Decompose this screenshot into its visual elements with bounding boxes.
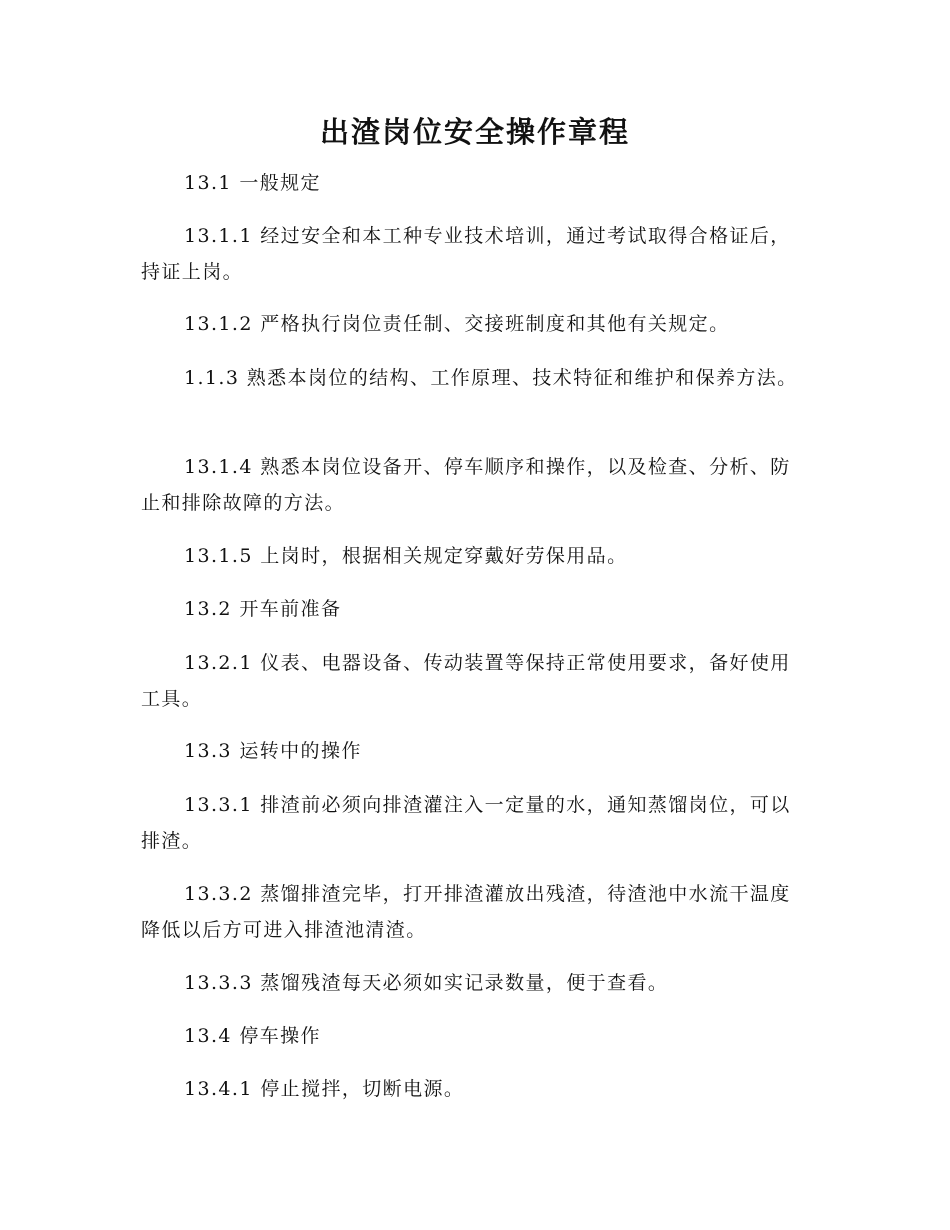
paragraph-13-1-4: 13.1.4 熟悉本岗位设备开、停车顺序和操作，以及检查、分析、防止和排除故障的方法。: [141, 456, 791, 514]
paragraph-13-3-3: 13.3.3 蒸馏残渣每天必须如实记录数量，便于查看。: [184, 972, 669, 994]
paragraph-13-3-1: 13.3.1 排渣前必须向排渣灌注入一定量的水，通知蒸馏岗位，可以排渣。: [141, 794, 791, 852]
paragraph-section-13-4: 13.4 停车操作: [184, 1025, 321, 1047]
paragraph-13-2-1: 13.2.1 仪表、电器设备、传动装置等保持正常使用要求，备好使用工具。: [141, 652, 791, 710]
paragraph-1-1-3: 1.1.3 熟悉本岗位的结构、工作原理、技术特征和维护和保养方法。: [184, 367, 798, 389]
paragraph-13-3-2: 13.3.2 蒸馏排渣完毕，打开排渣灌放出残渣，待渣池中水流干温度降低以后方可进入排渣池清渣。: [141, 883, 791, 941]
paragraph-13-1-1: 13.1.1 经过安全和本工种专业技术培训，通过考试取得合格证后，持证上岗。: [141, 225, 791, 283]
paragraph-section-13-1: 13.1 一般规定: [184, 172, 321, 194]
paragraph-section-13-3: 13.3 运转中的操作: [184, 740, 362, 762]
paragraph-section-13-2: 13.2 开车前准备: [184, 598, 342, 620]
paragraph-13-1-5: 13.1.5 上岗时，根据相关规定穿戴好劳保用品。: [184, 545, 628, 567]
paragraph-13-1-2: 13.1.2 严格执行岗位责任制、交接班制度和其他有关规定。: [184, 313, 730, 335]
document-title: 出渣岗位安全操作章程: [319, 115, 630, 149]
paragraph-13-4-1: 13.4.1 停止搅拌，切断电源。: [184, 1078, 465, 1100]
